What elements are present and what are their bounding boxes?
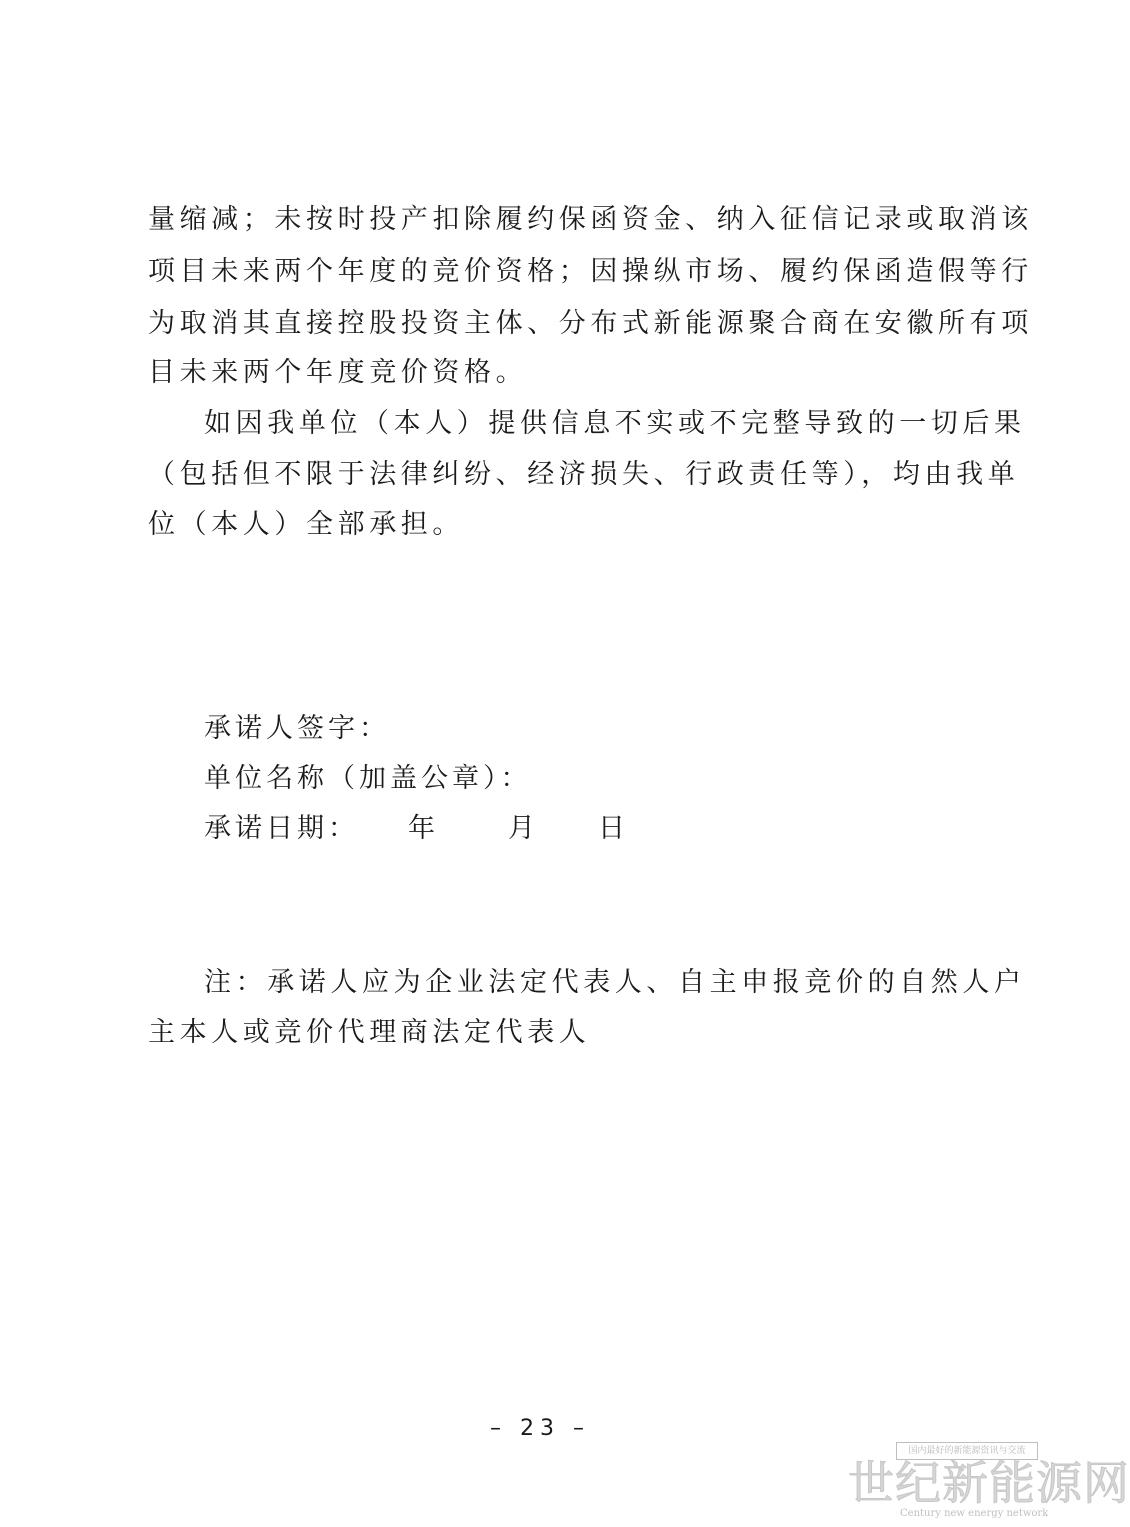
watermark-main-text: 世纪新能源网 — [848, 1456, 1130, 1510]
unit-name-label: 单位名称（加盖公章）： — [204, 763, 532, 794]
paragraph-1-line-4: 目未来两个年度竞价资格。 — [148, 357, 528, 388]
paragraph-2-line-3: 位（本人）全部承担。 — [148, 509, 464, 540]
paragraph-1-line-2: 项目未来两个年度的竞价资格；因操纵市场、履约保函造假等行 — [148, 256, 1033, 287]
year-label: 年 — [408, 813, 435, 844]
commitment-date-label: 承诺日期： — [204, 813, 359, 844]
signer-signature-label: 承诺人签字： — [204, 713, 390, 744]
paragraph-1-line-3: 为取消其直接控股投资主体、分布式新能源聚合商在安徽所有项 — [148, 308, 1033, 339]
day-label: 日 — [598, 813, 625, 844]
paragraph-1-line-1: 量缩减；未按时投产扣除履约保函资金、纳入征信记录或取消该 — [148, 204, 1033, 235]
watermark-top-text: 国内最好的新能源资讯与交流 — [896, 1442, 1038, 1460]
paragraph-2-line-2: （包括但不限于法律纠纷、经济损失、行政责任等），均由我单 — [148, 459, 1020, 490]
month-label: 月 — [508, 813, 535, 844]
note-line-1: 注：承诺人应为企业法定代表人、自主申报竞价的自然人户 — [204, 967, 1026, 998]
page-number: – 23 – — [490, 1416, 590, 1441]
watermark-logo — [848, 1442, 1130, 1522]
watermark-sub-text: Century new energy network — [900, 1508, 1049, 1519]
paragraph-2-line-1: 如因我单位（本人）提供信息不实或不完整导致的一切后果 — [204, 408, 1026, 439]
note-line-2: 主本人或竞价代理商法定代表人 — [148, 1017, 591, 1048]
